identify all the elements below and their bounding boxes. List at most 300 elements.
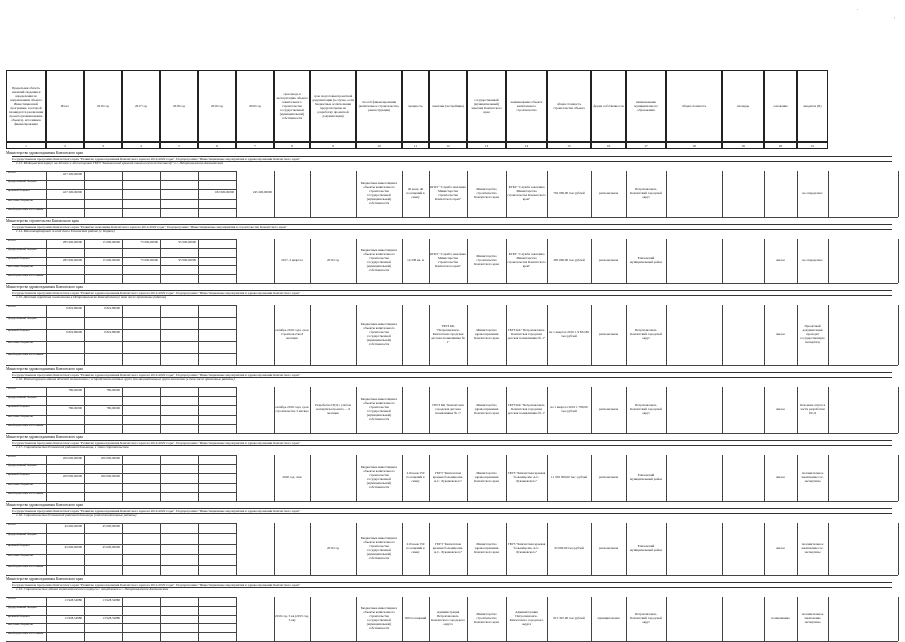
detail-cell: 11 339 300,00 тыс. рублей xyxy=(550,475,588,480)
page-mark: ' xyxy=(894,18,895,23)
column-divider xyxy=(828,523,829,575)
detail-cell: положительное заключение гос. экспертизы xyxy=(801,471,824,483)
detail-cell: Петропавловск-Камчатский городской округ xyxy=(630,403,662,415)
column-divider xyxy=(198,597,199,641)
column-number: 12 xyxy=(429,142,467,149)
row-divider xyxy=(6,305,236,306)
ministry-title: Министерство здравоохранения Камчатского края xyxy=(6,435,83,439)
ministry-title: Министерство строительства Камчатского края xyxy=(6,219,79,223)
detail-cell: 2017, 2 квартал xyxy=(281,258,303,263)
column-number: 9 xyxy=(310,142,356,149)
detail-cell: ГБУЗ КК "Петропавловск-Камчатская городская детская поликлиника № 1" xyxy=(507,403,546,415)
detail-cell xyxy=(275,173,309,215)
column-divider xyxy=(46,455,47,501)
fin-row-label: краевой бюджет xyxy=(8,255,30,260)
column-divider xyxy=(84,455,85,501)
column-divider xyxy=(122,171,123,217)
column-divider xyxy=(160,597,161,641)
detail-cell: Бюджетные инвестиции в объекты капитального строительства государственной (муниципальной) собственности xyxy=(360,181,398,205)
detail-cell xyxy=(723,241,763,281)
column-divider xyxy=(898,523,899,575)
column-divider xyxy=(898,387,899,433)
fin-row-label: Итого xyxy=(8,238,17,242)
detail-cell: положительное заключение экспертизы xyxy=(801,612,824,624)
detail-cell: Освоение затрат в части разработки ПСД xyxy=(799,403,826,415)
detail-cell: 12,338 кв. м xyxy=(407,258,424,263)
row-divider xyxy=(6,274,236,275)
column-number: 5 xyxy=(160,142,198,149)
column-header: наименование объекта капитального строительства xyxy=(506,70,547,142)
detail-cell: Петропавловск-Камчатский городской округ xyxy=(630,328,662,340)
object-title: 1.15. Детская городская поликлиника в Петропавловске-Камчатском (в том числе проектные работы) xyxy=(16,295,167,299)
detail-cell xyxy=(667,173,721,215)
fin-row-label: внебюджетные источники xyxy=(8,563,44,568)
detail-cell: жилое xyxy=(776,407,785,412)
column-divider xyxy=(828,597,829,641)
detail-cell: 615 397,00 тыс.рублей xyxy=(553,616,585,621)
program-title: Государственная программа Камчатского края "Развитие здравоохранения Камчатского края на 2014-2020 годы". Подпрограмма "Инвестиционные мероприятия в здравоохранении Камчатского края" xyxy=(12,372,892,378)
detail-cell xyxy=(311,307,355,363)
detail-cell xyxy=(311,173,355,215)
detail-cell: жилое xyxy=(776,332,785,337)
column-divider xyxy=(898,597,899,641)
detail-cell: Администрация Петропавловск-Камчатского городского округа xyxy=(509,610,544,626)
detail-cell xyxy=(667,457,721,499)
page-mark: · xyxy=(857,8,859,13)
row-divider xyxy=(6,533,236,534)
column-divider xyxy=(828,305,829,365)
column-divider xyxy=(122,305,123,365)
column-divider xyxy=(828,239,829,283)
column-divider xyxy=(122,523,123,575)
column-divider xyxy=(898,239,899,283)
row-divider xyxy=(6,464,236,465)
column-divider xyxy=(828,171,829,217)
section-divider xyxy=(6,501,898,502)
fin-row-label: местные бюджеты xyxy=(8,413,33,418)
fin-row-label: местные бюджеты xyxy=(8,264,33,269)
detail-cell: Бюджетные инвестиции в объекты капитального строительства государственной (муниципальной) собственности xyxy=(360,322,398,346)
detail-cell: Петропавловск-Камчатский городской округ xyxy=(630,612,662,624)
fin-value: 45 000,00000 xyxy=(102,524,120,528)
fin-row-label: местные бюджеты xyxy=(8,340,33,344)
fin-row-label: внебюджетные источники xyxy=(8,352,44,356)
fin-value: 9 822,89000 xyxy=(104,330,120,334)
row-divider xyxy=(6,483,236,484)
column-number: 11 xyxy=(402,142,429,149)
detail-cell: ГБУЗ КК "Петропавловск-Камчатская городская детская поликлиника № 1" xyxy=(431,324,465,344)
detail-cell: 45 000,00 тыс.рублей xyxy=(554,546,584,551)
column-number: 16 xyxy=(591,142,626,149)
detail-cell xyxy=(311,457,355,499)
fin-row-label: внебюджетные источники xyxy=(8,422,44,427)
column-number: 18 xyxy=(666,142,722,149)
fin-row-label: местные бюджеты xyxy=(8,553,33,558)
column-divider xyxy=(122,455,123,501)
detail-cell: жилое xyxy=(776,546,785,551)
column-header: Итого xyxy=(46,70,84,142)
detail-cell: 2016 год xyxy=(327,258,339,263)
detail-cell: Елизовский муниципальный район xyxy=(629,256,663,264)
object-title: 1.18. Строительство Елизовской районной больницы (подготовительные работы) xyxy=(16,513,137,517)
fin-value: 75 000,00000 xyxy=(140,257,158,262)
fin-row-label: Итого xyxy=(8,386,17,390)
fin-row-label: Итого xyxy=(8,522,17,526)
column-header: наименование муниципального образования xyxy=(626,70,666,142)
column-divider xyxy=(160,171,161,217)
column-divider xyxy=(828,455,829,501)
column-divider xyxy=(84,597,85,641)
column-header: 2018 год xyxy=(160,70,198,142)
column-divider xyxy=(236,387,237,433)
detail-cell xyxy=(723,525,763,573)
column-number: 10 xyxy=(356,142,402,149)
program-title: Государственная программа Камчатского края "Развитие экономики Камчатского края на 2014-2020 годы". Подпрограмма "Инвестиционные мероприятия в строительстве Камчатского края" xyxy=(12,224,892,230)
detail-cell: региональная xyxy=(598,191,619,196)
column-divider xyxy=(122,239,123,283)
fin-row-label: Итого xyxy=(8,304,17,308)
detail-cell: Министерство здравоохранения Камчатского края xyxy=(474,471,499,483)
fin-value: 45 000,00000 xyxy=(64,524,82,528)
row-divider xyxy=(6,623,236,624)
detail-cell: КГКУ "Служба заказчика Министерства строительства Камчатского края" xyxy=(507,252,546,268)
row-divider xyxy=(6,199,236,200)
detail-cell: Проектный документации проходит государственную экспертизу xyxy=(800,324,825,344)
fin-row-label: внебюджетные источники xyxy=(8,490,44,495)
fin-row-label: местные бюджеты xyxy=(8,481,33,486)
column-header: 2017 год xyxy=(122,70,160,142)
detail-cell: Бюджетные инвестиции в объекты капитального строительства государственной (муниципальной) собственности xyxy=(360,606,398,630)
detail-cell: 210 коек/150 посещений в смену xyxy=(406,542,425,554)
ministry-title: Министерство здравоохранения Камчатского края xyxy=(6,577,83,581)
column-divider xyxy=(828,387,829,433)
row-divider xyxy=(6,317,236,318)
detail-cell: региональная xyxy=(598,258,619,263)
column-divider xyxy=(236,455,237,501)
fin-value: 75 000,00000 xyxy=(140,240,158,244)
detail-cell: региональная xyxy=(598,475,619,480)
fin-row-label: местные бюджеты xyxy=(8,622,33,627)
fin-row-label: краевой бюджет xyxy=(8,188,30,193)
detail-cell: Министерство здравоохранения Камчатского края xyxy=(474,328,499,340)
fin-value: 13 928,54880 xyxy=(102,615,120,620)
column-header: 2019 год xyxy=(198,70,236,142)
detail-cell: Бюджетные инвестиции в объекты капитального строительства государственной (муниципальной) собственности xyxy=(360,465,398,489)
column-divider xyxy=(198,387,199,433)
object-title: 1.13. Медицинский корпус на 40 коек и 40 посещений ГБУЗ "Камчатский краевой онкологический диспансер" в г. Петропавловске-Камчатском xyxy=(16,161,223,165)
column-header: общая стоимость xyxy=(666,70,722,142)
column-divider xyxy=(898,305,899,365)
column-number: 4 xyxy=(122,142,160,149)
detail-cell: 2016 год xyxy=(327,546,339,551)
row-divider xyxy=(6,396,236,397)
detail-cell: региональная xyxy=(598,546,619,551)
row-divider xyxy=(6,180,236,181)
column-number: 21 xyxy=(797,142,828,149)
fin-value: 95 000,00000 xyxy=(178,240,196,244)
detail-cell: положительное заключение гос. экспертизы xyxy=(801,542,824,554)
column-header: срок ввода в эксплуатацию объекта капитального строительства государственной (муниципальной) собственности xyxy=(274,70,310,142)
fin-row-label: краевой бюджет xyxy=(8,542,30,547)
column-divider xyxy=(236,171,237,217)
row-divider xyxy=(6,606,236,607)
detail-cell: 2016 год, 3 кв (2015 год, 3 кв) xyxy=(275,614,309,622)
detail-cell xyxy=(667,599,721,639)
column-divider xyxy=(236,239,237,283)
fin-value: 285 000,00000 xyxy=(62,257,82,262)
column-number: 2 xyxy=(46,142,84,149)
object-title: 1.16. Реконструкция здания детской поликлиники с устройством входных групп для маломобильных групп населения (в том числе проектные работы) xyxy=(16,377,235,381)
fin-row-label: краевой бюджет xyxy=(8,613,30,618)
detail-cell: Бюджетные инвестиции в объекты капитального строительства государственной (муниципальной) собственности xyxy=(360,536,398,560)
fin-value: 45 000,00000 xyxy=(64,544,82,549)
fin-value: 9 822,89000 xyxy=(104,306,120,310)
fin-row-label: федеральный бюджет xyxy=(8,179,38,184)
column-divider xyxy=(160,455,161,501)
detail-cell xyxy=(723,389,763,431)
fin-row-label: внебюджетные источники xyxy=(8,631,44,636)
program-title: Государственная программа Камчатского края "Развитие здравоохранения Камчатского края на 2014-2020 годы". Подпрограмма "Инвестиционные мероприятия в здравоохранении Камчатского края" xyxy=(12,582,892,588)
detail-cell: не определено xyxy=(802,191,823,196)
detail-cell: ГБУЗ "Камчатская краевая больница им. А.С. Лукашевского" xyxy=(432,471,464,483)
detail-cell xyxy=(765,173,796,215)
fin-row-label: федеральный бюджет xyxy=(8,604,38,609)
program-title: Государственная программа Камчатского края "Развитие здравоохранения Камчатского края на 2014-2020 годы". Подпрограмма "Инвестиционные мероприятия в здравоохранении Камчатского края" xyxy=(12,290,892,296)
row-divider xyxy=(6,632,236,633)
column-divider xyxy=(198,523,199,575)
section-divider xyxy=(6,575,898,576)
detail-cell: Бюджетные инвестиции в объекты капитального строительства государственной (муниципальной) собственности xyxy=(360,248,398,272)
detail-cell xyxy=(667,307,721,363)
detail-cell: КГКУ "Служба заказчика Министерства строительства Камчатского края" xyxy=(430,252,466,268)
row-divider xyxy=(6,248,236,249)
column-divider xyxy=(46,523,47,575)
detail-cell: октябрь 2016 года, срок строительства 8 месяцев xyxy=(275,328,309,340)
column-header: государственный (муниципальный) заказчик Камчатского края xyxy=(467,70,506,142)
section-divider xyxy=(6,365,898,366)
fin-value: 780,00000 xyxy=(106,406,120,411)
program-title: Государственная программа Камчатского края "Развитие здравоохранения Камчатского края на 2014-2020 годы". Подпрограмма "Инвестиционные мероприятия в здравоохранении Камчатского края" xyxy=(12,508,892,514)
column-divider xyxy=(160,387,161,433)
fin-value: 780,00000 xyxy=(68,406,82,411)
row-divider xyxy=(6,265,236,266)
fin-value: 200 000,00000 xyxy=(62,474,82,479)
detail-cell: жилое xyxy=(776,258,785,263)
detail-cell: Министерство здравоохранения Камчатского края xyxy=(474,542,499,554)
column-number: 20 xyxy=(764,142,797,149)
object-title: 1.17. Строительство Елизовской районной больницы, 1 этап строительства xyxy=(16,445,129,449)
row-divider xyxy=(6,473,236,474)
detail-cell: на 1 квартал 2016 г. 9 822,89 тыс.рублей xyxy=(549,330,589,338)
row-divider xyxy=(6,415,236,416)
section-divider xyxy=(6,217,898,218)
fin-value: 245 200,00000 xyxy=(252,190,272,195)
column-header: форма собственности xyxy=(591,70,626,142)
fin-row-label: федеральный бюджет xyxy=(8,532,38,537)
detail-cell: ГБУЗ "Камчатская краевая больница им. А.С. Лукашевского" xyxy=(432,542,464,554)
column-divider xyxy=(84,387,85,433)
column-header: основание xyxy=(764,70,797,142)
detail-cell: Министерство строительства Камчатского края xyxy=(474,187,499,199)
detail-cell: Елизовский муниципальный район xyxy=(629,544,663,552)
column-divider xyxy=(898,171,899,217)
detail-cell: 285 000,00 тыс.рублей xyxy=(553,258,585,263)
row-divider xyxy=(6,424,236,425)
column-header: 2016 год xyxy=(84,70,122,142)
detail-cell: ГБУЗ "Камчатская краевая больница им. А.С. Лукашевского" xyxy=(507,542,546,554)
fin-row-label: краевой бюджет xyxy=(8,472,30,477)
column-number: 7 xyxy=(236,142,274,149)
row-divider xyxy=(6,208,236,209)
detail-cell: Администрация Петропавловск-Камчатского городского округа xyxy=(431,610,465,626)
row-divider xyxy=(6,329,236,330)
investment-table xyxy=(6,70,898,634)
detail-cell: Министерство здравоохранения Камчатского края xyxy=(474,403,499,415)
detail-cell: ГБУЗ КК "Камчатская городская детская поликлиника № 1" xyxy=(432,403,464,415)
fin-value: 45 000,00000 xyxy=(102,544,120,549)
detail-cell: КГКУ "Служба заказчика Министерства строительства Камчатского края" xyxy=(507,185,546,201)
detail-cell: Министерство строительства Камчатского края xyxy=(474,612,499,624)
detail-cell: ГБУЗ КК "Петропавловск-Камчатская городская детская поликлиника № 1" xyxy=(507,328,546,340)
section-divider xyxy=(6,283,898,284)
fin-row-label: внебюджетные источники xyxy=(8,273,44,278)
row-divider xyxy=(6,492,236,493)
row-divider xyxy=(6,455,236,456)
column-divider xyxy=(84,305,85,365)
detail-cell xyxy=(723,173,763,215)
detail-cell xyxy=(723,599,763,639)
column-number: 17 xyxy=(626,142,666,149)
ministry-title: Министерство здравоохранения Камчатского края xyxy=(6,285,83,289)
ministry-title: Министерство здравоохранения Камчатского края xyxy=(6,503,83,507)
detail-cell: КГКУ "Служба заказчика Министерства строительства Камчатского края" xyxy=(430,185,466,201)
detail-cell: Министерство строительства Камчатского края xyxy=(474,254,499,266)
fin-row-label: краевой бюджет xyxy=(8,404,30,409)
detail-cell: 500 посещений xyxy=(404,616,427,621)
program-title: Государственная программа Камчатского края "Развитие здравоохранения Камчатского края на 2014-2020 годы". Подпрограмма "Инвестиционные мероприятия в здравоохранении Камчатского края" xyxy=(12,156,892,162)
fin-value: 9 822,89000 xyxy=(66,306,82,310)
detail-cell xyxy=(667,389,721,431)
column-number: 15 xyxy=(547,142,591,149)
column-header: площадь xyxy=(722,70,764,142)
fin-value: 15 000,00000 xyxy=(102,240,120,244)
column-divider xyxy=(198,455,199,501)
column-divider xyxy=(198,305,199,365)
row-divider xyxy=(6,554,236,555)
fin-value: 182 000,00000 xyxy=(214,190,234,195)
column-divider xyxy=(898,455,899,501)
detail-cell: региональная xyxy=(598,332,619,337)
column-divider xyxy=(46,305,47,365)
column-header: заказчик (застройщик) xyxy=(429,70,467,142)
object-title: 1.14. Многоквартирный жилой дом в Елизовском районе (с. Коряки) xyxy=(16,229,115,233)
column-header: способ финансирования (капитальное строительство, реконструкция) xyxy=(356,70,402,142)
row-divider xyxy=(6,597,236,598)
column-divider xyxy=(84,523,85,575)
column-header: срок подготовки проектной документации (в случае, если бюджетные ассигнования предусмотрены на разработку проектной документации) xyxy=(310,70,356,142)
column-divider xyxy=(46,597,47,641)
detail-cell xyxy=(403,389,428,431)
column-divider xyxy=(236,305,237,365)
detail-cell: муниципальная xyxy=(597,616,620,621)
fin-row-label: федеральный бюджет xyxy=(8,246,38,251)
column-header: общая стоимость строительства объекта xyxy=(547,70,591,142)
detail-cell: жилое xyxy=(776,475,785,480)
fin-row-label: федеральный бюджет xyxy=(8,463,38,468)
row-divider xyxy=(6,353,236,354)
detail-cell: не определено xyxy=(802,258,823,263)
program-title: Государственная программа Камчатского края "Развитие здравоохранения Камчатского края на 2014-2020 годы". Подпрограмма "Инвестиционные мероприятия в здравоохранении Камчатского края" xyxy=(12,440,892,446)
column-header: мощность xyxy=(402,70,429,142)
fin-row-label: Итого xyxy=(8,454,17,458)
column-divider xyxy=(236,597,237,641)
column-divider xyxy=(198,171,199,217)
detail-cell xyxy=(723,457,763,499)
fin-value: 427 200,00000 xyxy=(62,172,82,176)
column-divider xyxy=(160,305,161,365)
column-divider xyxy=(198,239,199,283)
fin-value: 780,00000 xyxy=(106,388,120,392)
detail-cell: 2020 год, 4 кв xyxy=(282,475,302,480)
detail-cell xyxy=(723,307,763,363)
fin-value: 15 000,00000 xyxy=(102,257,120,262)
detail-cell: Петропавловск-Камчатский городской округ xyxy=(630,187,662,199)
column-number: 6 xyxy=(198,142,236,149)
column-header: вводится (П) xyxy=(797,70,828,142)
ministry-title: Министерство здравоохранения Камчатского края xyxy=(6,367,83,371)
column-number: 14 xyxy=(506,142,547,149)
section-divider xyxy=(6,433,898,434)
detail-cell: 210 коек/150 посещений в смену xyxy=(406,471,425,483)
detail-cell: 40 коек, 40 посещений в смену xyxy=(406,187,425,199)
row-divider xyxy=(6,239,236,240)
detail-cell xyxy=(667,525,721,573)
column-divider xyxy=(236,523,237,575)
column-number: 1 xyxy=(6,142,46,149)
fin-value: 95 000,00000 xyxy=(178,257,196,262)
detail-cell: поликлиника xyxy=(771,616,790,621)
column-divider xyxy=(84,171,85,217)
row-divider xyxy=(6,171,236,172)
fin-row-label: краевой бюджет xyxy=(8,328,30,332)
row-divider xyxy=(6,615,236,616)
fin-value: 13 928,54880 xyxy=(64,598,82,602)
column-header: 2020 год xyxy=(236,70,274,142)
detail-cell: Бюджетные инвестиции в объекты капитального строительства государственной (муниципальной) собственности xyxy=(360,397,398,421)
fin-row-label: внебюджетные источники xyxy=(8,206,44,211)
fin-value: 200 000,00000 xyxy=(100,456,120,460)
column-number: 13 xyxy=(467,142,506,149)
detail-cell: октябрь 2016 года, срок строительства 3 месяца xyxy=(275,405,309,413)
row-divider xyxy=(6,565,236,566)
row-divider xyxy=(6,405,236,406)
fin-row-label: Итого xyxy=(8,596,17,600)
column-number: 3 xyxy=(84,142,122,149)
column-divider xyxy=(46,239,47,283)
fin-value: 13 928,54880 xyxy=(64,615,82,620)
row-divider xyxy=(6,257,236,258)
fin-value: 200 000,00000 xyxy=(100,474,120,479)
row-divider xyxy=(6,523,236,524)
detail-cell: ГБУЗ "Камчатская краевая больница им. А.С. Лукашевского" xyxy=(507,471,546,483)
fin-value: 9 822,89000 xyxy=(66,330,82,334)
detail-cell xyxy=(667,241,721,281)
row-divider xyxy=(6,387,236,388)
row-divider xyxy=(6,341,236,342)
column-divider xyxy=(46,171,47,217)
column-divider xyxy=(160,239,161,283)
detail-cell: региональная xyxy=(598,407,619,412)
